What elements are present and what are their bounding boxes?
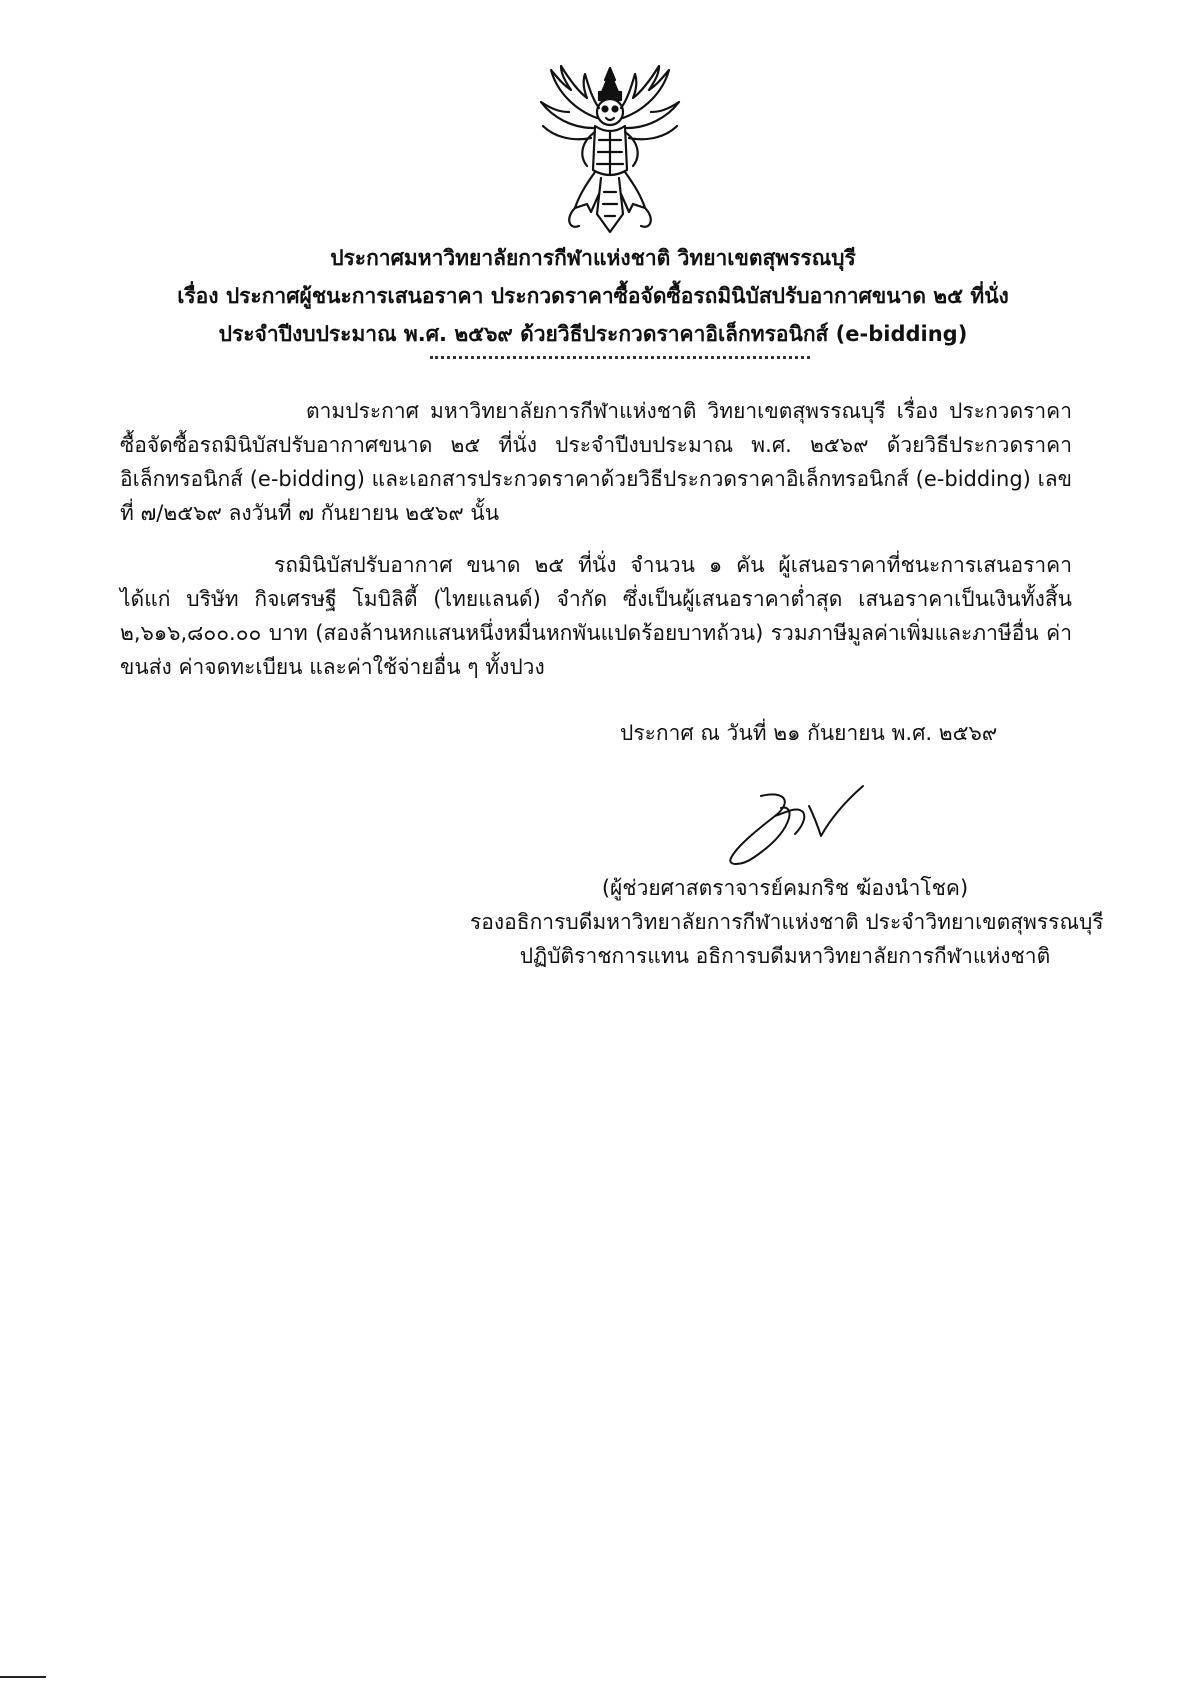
announcement-title: ประกาศมหาวิทยาลัยการกีฬาแห่งชาติ วิทยาเขตสุพรรณบุรี — [330, 246, 856, 270]
body-paragraph-reference: ตามประกาศ มหาวิทยาลัยการกีฬาแห่งชาติ วิทยาเขตสุพรรณบุรี เรื่อง ประกวดราคาซื้อจัดซื้อรถมินิบัสปรับอากาศขนาด ๒๕ ที่นั่ง ประจำปีงบประมาณ พ.ศ. ๒๕๖๙ ด้วยวิธีประกวดราคาอิเล็กทรอนิกส์ (e-bidding) และเอกสารประกวดราคาด้วยวิธีประกวดราคาอิเล็กทรอนิกส์ (e-bidding) เลขที่ ๗/๒๕๖๙ ลงวันที่ ๗ กันยายน ๒๕๖๙ นั้น — [120, 399, 1072, 525]
signatory-position: รองอธิการบดีมหาวิทยาลัยการกีฬาแห่งชาติ ประจำวิทยาเขตสุพรรณบุรี — [470, 910, 1104, 934]
announcement-date: ประกาศ ณ วันที่ ๒๑ กันยายน พ.ศ. ๒๕๖๙ — [620, 721, 998, 745]
signatory-name: (ผู้ช่วยศาสตราจารย์คมกริช ฆ้องนำโชค) — [601, 876, 969, 900]
dotted-separator — [430, 356, 810, 359]
body-paragraph-winner: รถมินิบัสปรับอากาศ ขนาด ๒๕ ที่นั่ง จำนวน ๑ คัน ผู้เสนอราคาที่ชนะการเสนอราคา ได้แก่ บริษัท กิจเศรษฐี โมบิลิตี้ (ไทยแลนด์) จำกัด ซึ่งเป็นผู้เสนอราคาต่ำสุด เสนอราคาเป็นเงินทั้งสิ้น ๒,๖๑๖,๘๐๐.๐๐ บาท (สองล้านหกแสนหนึ่งหมื่นหกพันแปดร้อยบาทถ้วน) รวมภาษีมูลค่าเพิ่มและภาษีอื่น ค่าขนส่ง ค่าจดทะเบียน และค่าใช้จ่ายอื่น ๆ ทั้งปวง — [120, 553, 1072, 679]
signatory-acting-position: ปฏิบัติราชการแทน อธิการบดีมหาวิทยาลัยการกีฬาแห่งชาติ — [519, 944, 1051, 968]
announcement-subject-cont: ประจำปีงบประมาณ พ.ศ. ๒๕๖๙ ด้วยวิธีประกวดราคาอิเล็กทรอนิกส์ (e-bidding) — [218, 322, 968, 346]
scan-edge-line — [0, 1676, 46, 1678]
garuda-emblem-icon — [535, 62, 685, 238]
handwritten-signature — [715, 772, 895, 870]
announcement-subject: เรื่อง ประกาศผู้ชนะการเสนอราคา ประกวดราคาซื้อจัดซื้อรถมินิบัสปรับอากาศขนาด ๒๕ ที่นั่ง — [177, 284, 1009, 308]
